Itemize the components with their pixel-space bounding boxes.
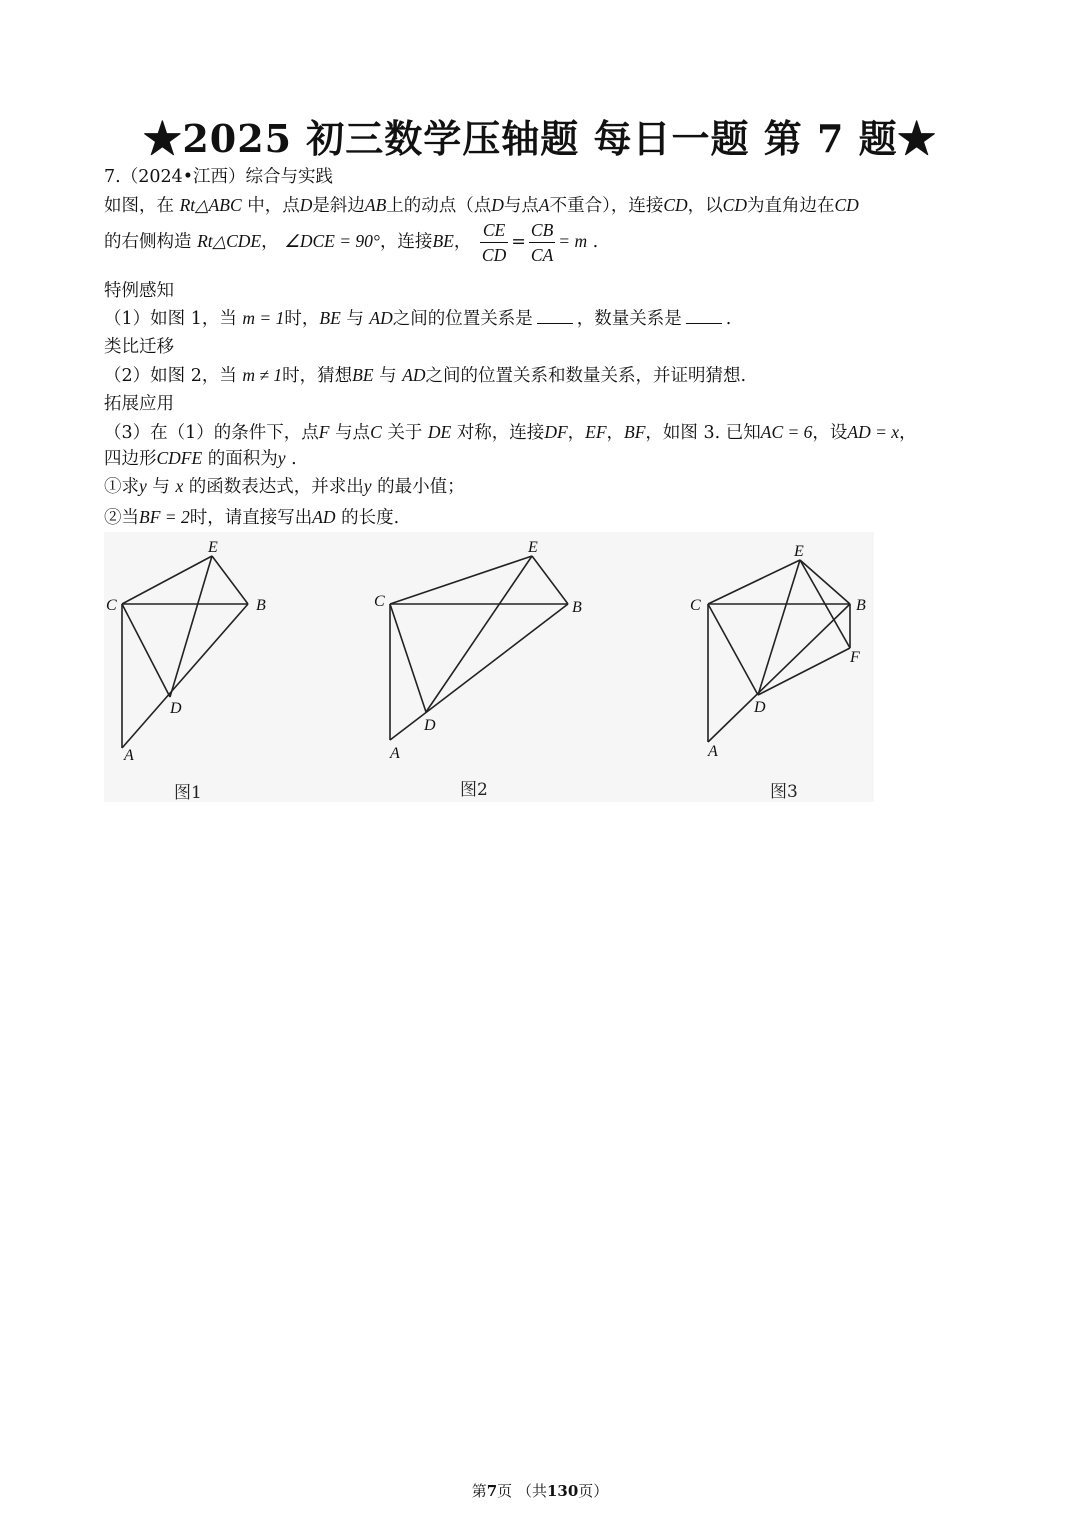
fig3-point-f: F [850,649,860,666]
problem-intro-line1: 如图，在 Rt△ABC 中，点D是斜边AB上的动点（点D与点A不重合），连接CD，以CD为直角边在CD [104,195,859,216]
figure-2-lines [390,556,568,740]
sub-question-2: ②当BF = 2时，请直接写出AD 的长度. [104,507,400,528]
fig1-point-a: A [124,747,134,764]
fig2-point-b: B [572,599,582,616]
question-1: （1）如图 1，当 m = 1时，BE 与 AD之间的位置关系是 ，数量关系是 . [104,308,732,329]
fig1-point-b: B [256,597,266,614]
section-heading-1: 特例感知 [104,281,174,301]
problem-source: 7.（2024•江西）综合与实践 [104,167,334,187]
fig2-point-c: C [374,593,385,610]
question-2: （2）如图 2，当 m ≠ 1时，猜想BE 与 AD之间的位置关系和数量关系，并证明猜想. [104,365,747,386]
fig3-point-b: B [856,597,866,614]
fig3-point-e: E [794,543,804,560]
answer-blank [537,307,573,324]
section-heading-2: 类比迁移 [104,337,174,357]
question-3-line2: 四边形CDFE 的面积为y . [104,448,297,469]
section-heading-3: 拓展应用 [104,394,174,414]
figure-2-caption: 图2 [460,780,488,800]
figures-panel [104,532,874,802]
fig1-point-d: D [170,700,182,717]
figure-1-lines [122,556,248,748]
fig2-point-a: A [390,745,400,762]
current-page: 7 [486,1482,498,1500]
problem-intro-line2: 的右侧构造 Rt△CDE， ∠DCE = 90°，连接BE， $\frac{CE}{CD}$ = $\frac{CB}{CA}$ = m . [104,220,599,265]
total-pages: 130 [546,1482,579,1500]
fraction-cb-ca: $\frac{CB}{CA}$ [530,220,554,265]
fig1-point-e: E [208,539,218,556]
fig3-point-d: D [754,699,766,716]
geometry-figures [104,532,874,802]
fig1-point-c: C [106,597,117,614]
fig2-point-e: E [528,539,538,556]
fig3-point-c: C [690,597,701,614]
fig3-point-a: A [708,743,718,760]
fig2-point-d: D [424,717,436,734]
answer-blank [686,307,722,324]
page-title: ★2025 初三数学压轴题 每日一题 第 7 题★ [143,116,937,161]
figure-3-lines [708,560,850,742]
sub-question-1: ①求y 与 x 的函数表达式，并求出y 的最小值； [104,476,465,497]
page-footer: 第7页 （共130页） [471,1482,609,1500]
figure-3-caption: 图3 [770,782,798,802]
figure-1-caption: 图1 [174,783,202,803]
question-3-line1: （3）在（1）的条件下，点F 与点C 关于 DE 对称，连接DF，EF，BF，如图 3. 已知AC = 6，设AD = x， [104,422,917,443]
fraction-ce-cd: $\frac{CE}{CD}$ [481,220,507,265]
